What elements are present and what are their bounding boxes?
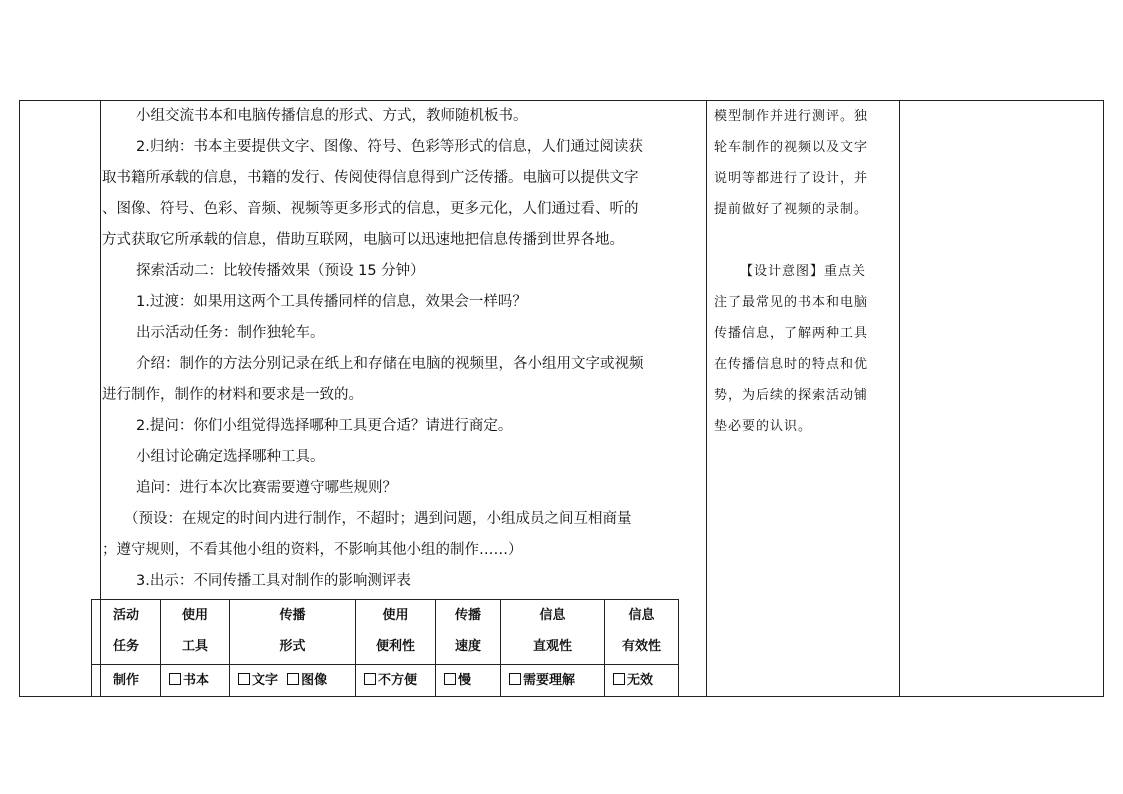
header-cell: 传播 形式 [230,600,356,665]
checkbox-icon[interactable] [613,673,625,685]
note-line: 说明等都进行了设计，并 [714,171,869,186]
header-cell: 信息 有效性 [605,600,679,665]
text-line: 方式获取它所承载的信息，借助互联网，电脑可以迅速地把信息传播到世界各地。 [102,232,624,248]
checkbox-icon[interactable] [169,673,181,685]
tool-cell[interactable]: 书本 [161,665,230,697]
design-notes [714,101,892,442]
header-cell: 活动 任务 [92,600,161,665]
checkbox-icon[interactable] [364,673,376,685]
checkbox-icon[interactable] [444,673,456,685]
checkbox-icon[interactable] [238,673,250,685]
table-row [92,665,679,697]
text-line: ；遵守规则，不看其他小组的资料，不影响其他小组的制作……） [102,542,523,558]
text-line: 进行制作，制作的材料和要求是一致的。 [102,387,363,403]
note-line: 轮车制作的视频以及文字 [714,140,869,155]
text-line: 追问：进行本次比赛需要遵守哪些规则？ [136,480,397,496]
note-line: 模型制作并进行测评。独 [714,109,869,124]
text-line: 3.出示：不同传播工具对制作的影响测评表 [136,573,411,589]
text-line: 1.过渡：如果用这两个工具传播同样的信息，效果会一样吗？ [136,294,527,310]
header-cell: 传播 速度 [436,600,501,665]
text-line: 介绍：制作的方法分别记录在纸上和存储在电脑的视频里，各小组用文字或视频 [136,356,644,372]
checkbox-icon[interactable] [287,673,299,685]
column-divider [706,101,707,696]
header-cell: 使用 便利性 [356,600,436,665]
convenience-cell[interactable]: 不方便 [356,665,436,697]
text-line: 小组讨论确定选择哪种工具。 [136,449,325,465]
design-intent-line: 势，为后续的探索活动铺 [714,388,869,403]
text-line: （预设：在规定的时间内进行制作，不超时；遇到问题，小组成员之间互相商量 [124,511,632,527]
design-intent-line: 垫必要的认识。 [714,419,813,434]
text-line: 、图像、符号、色彩、音频、视频等更多形式的信息，更多元化，人们通过看、听的 [102,201,639,217]
header-cell: 使用 工具 [161,600,230,665]
evaluation-table [91,599,679,697]
text-line: 小组交流书本和电脑传播信息的形式、方式，教师随机板书。 [136,108,528,124]
text-line: 2.归纳：书本主要提供文字、图像、符号、色彩等形式的信息，人们通过阅读获 [136,139,643,155]
form-cell[interactable]: 文字 图像 [230,665,356,697]
speed-cell[interactable]: 慢 [436,665,501,697]
design-intent-line: 在传播信息时的特点和优 [714,357,869,372]
task-cell: 制作 [92,665,161,697]
intuitive-cell[interactable]: 需要理解 [501,665,605,697]
table-header-row [92,600,679,665]
note-line: 提前做好了视频的录制。 [714,202,869,217]
checkbox-icon[interactable] [509,673,521,685]
text-line: 取书籍所承载的信息，书籍的发行、传阅使得信息得到广泛传播。电脑可以提供文字 [102,170,639,186]
design-intent-line: 【设计意图】重点关 [740,264,867,279]
effective-cell[interactable]: 无效 [605,665,679,697]
design-intent-line: 传播信息，了解两种工具 [714,326,869,341]
text-line: 2.提问：你们小组觉得选择哪种工具更合适？请进行商定。 [136,418,513,434]
design-intent-line: 注了最常见的书本和电脑 [714,295,869,310]
text-line: 探索活动二：比较传播效果（预设 15 分钟） [136,263,425,279]
column-divider [899,101,900,696]
header-cell: 信息 直观性 [501,600,605,665]
text-line: 出示活动任务：制作独轮车。 [136,325,325,341]
